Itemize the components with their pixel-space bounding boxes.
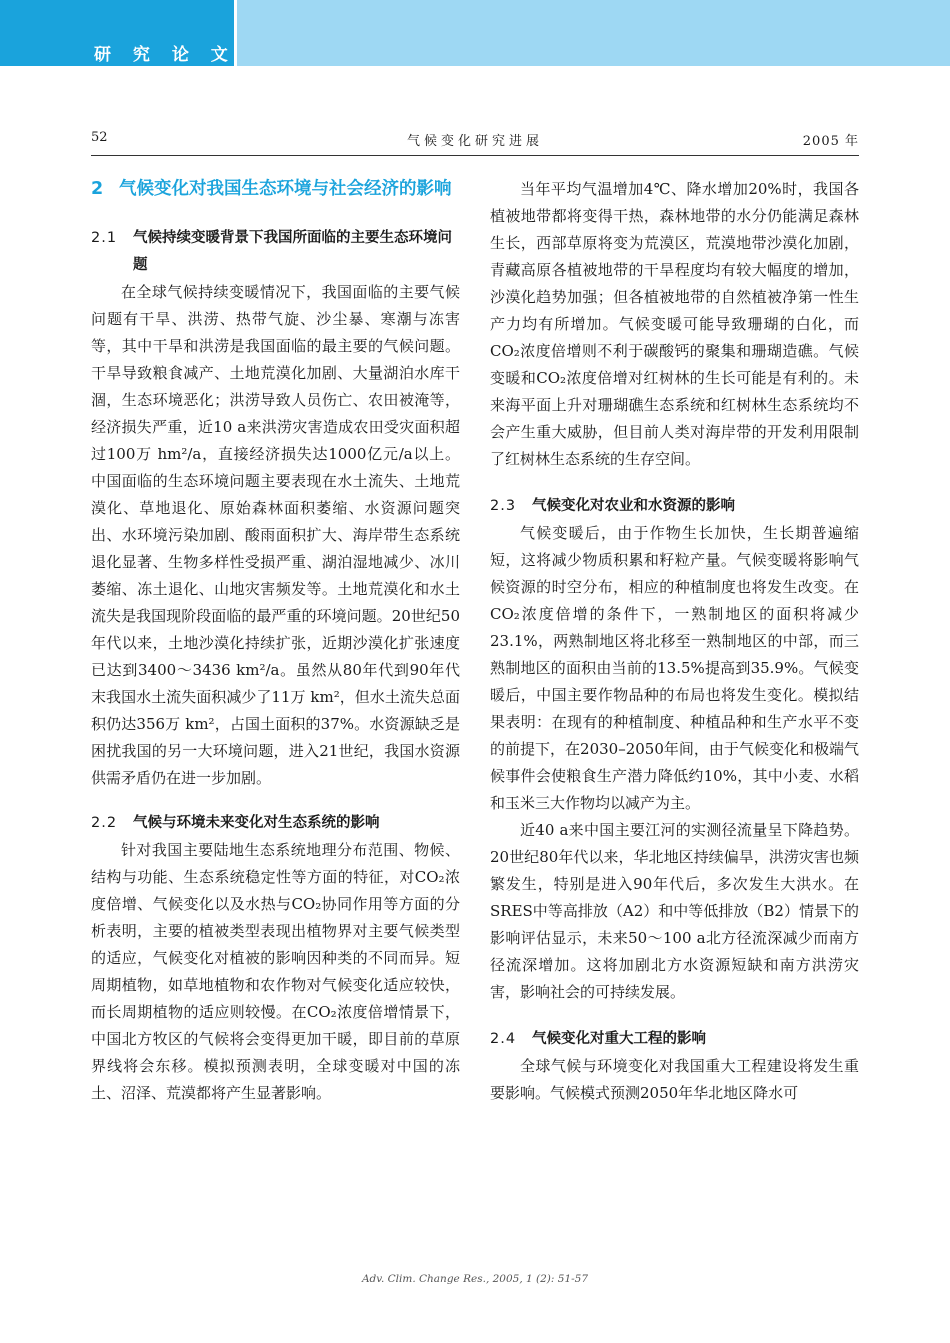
journal-title: 气候变化研究进展 [406, 134, 543, 149]
section-2-heading [91, 176, 460, 203]
section-2-2-title: 气候与环境未来变化对生态系统的影响 [133, 815, 380, 831]
right-column [490, 176, 859, 1107]
banner-light-block [237, 0, 950, 66]
publication-year: 2005 年 [802, 134, 859, 149]
section-2-3-paragraph-2: 近40 a来中国主要江河的实测径流量呈下降趋势。20世纪80年代以来，华北地区持续偏旱，洪涝灾害也频繁发生，特别是进入90年代后，多次发生大洪水。在SRES中等高排放（A2）和中等低排放（B2）情景下的影响评估显示，未来50～100 a北方径流深减少而南方径流深增加。这将加剧北方水资源短缺和南方洪涝灾害，影响社会的可持续发展。 [490, 821, 859, 1001]
section-2-number: 2 [91, 179, 104, 199]
section-2-1-heading [91, 225, 460, 279]
page-number: 52 [91, 130, 108, 145]
section-2-4-heading [490, 1026, 859, 1053]
section-2-2-heading [91, 810, 460, 837]
left-column [91, 176, 460, 1107]
section-2-2-paragraph-1: 针对我国主要陆地生态系统地理分布范围、物候、结构与功能、生态系统稳定性等方面的特征，对CO₂浓度倍增、气候变化以及水热与CO₂协同作用等方面的分析表明，主要的植被类型表现出植物界对主要气候类型的适应，气候变化对植被的影响因种类的不同而异。短周期植物，如草地植物和农作物对气候变化适应较快，而长周期植物的适应则较慢。在CO₂浓度倍增情景下，中国北方牧区的气候将会变得更加干暖，即目前的草原界线将会东移。模拟预测表明，全球变暖对中国的冻土、沼泽、荒漠都将产生显著影响。 [91, 841, 460, 1102]
section-2-1-title: 气候持续变暖背景下我国所面临的主要生态环境问题 [133, 230, 452, 273]
section-2-3-title: 气候变化对农业和水资源的影响 [532, 498, 735, 514]
section-2-2-paragraph-2: 当年平均气温增加4℃、降水增加20%时，我国各植被地带都将变得干热，森林地带的水分仍能满足森林生长，西部草原将变为荒漠区，荒漠地带沙漠化加剧，青藏高原各植被地带的干旱程度均有较大幅度的增加，沙漠化趋势加强；但各植被地带的自然植被净第一性生产力均有所增加。气候变暖可能导致珊瑚的白化，而CO₂浓度倍增则不利于碳酸钙的聚集和珊瑚造礁。气候变暖和CO₂浓度倍增对红树林的生长可能是有利的。未来海平面上升对珊瑚礁生态系统和红树林生态系统均不会产生重大威胁，但目前人类对海岸带的开发利用限制了红树林生态系统的生存空间。 [490, 180, 859, 468]
header-rule [91, 155, 859, 156]
footer-citation: Adv. Clim. Change Res., 2005, 1 (2): 51-57 [361, 1273, 589, 1285]
section-2-3-paragraph-1: 气候变暖后，由于作物生长加快，生长期普遍缩短，这将减少物质积累和籽粒产量。气候变暖将影响气候资源的时空分布，相应的种植制度也将发生改变。在CO₂浓度倍增的条件下，一熟制地区的面积将减少23.1%，两熟制地区将北移至一熟制地区的中部，而三熟制地区的面积由当前的13.5%提高到35.9%。气候变暖后，中国主要作物品种的布局也将发生变化。模拟结果表明：在现有的种植制度、种植品种和生产水平不变的前提下，在2030–2050年间，由于气候变化和极端气候事件会使粮食生产潜力降低约10%，其中小麦、水稻和玉米三大作物均以减产为主。 [490, 524, 859, 812]
section-2-3-heading [490, 493, 859, 520]
section-2-title: 气候变化对我国生态环境与社会经济的影响 [119, 179, 452, 199]
section-2-1-paragraph: 在全球气候持续变暖情况下，我国面临的主要气候问题有干旱、洪涝、热带气旋、沙尘暴、寒潮与冻害等，其中干旱和洪涝是我国面临的最主要的气候问题。干旱导致粮食减产、土地荒漠化加剧、大量湖泊水库干涸，生态环境恶化；洪涝导致人员伤亡、农田被淹等，经济损失严重，近10 a来洪涝灾害造成农田受灾面积超过100万 hm²/a，直接经济损失达1000亿元/a以上。中国面临的生态环境问题主要表现在水土流失、土地荒漠化、草地退化、原始森林面积萎缩、水资源问题突出、水环境污染加剧、酸雨面积扩大、海岸带生态系统退化显著、生物多样性受损严重、湖泊湿地减少、冰川萎缩、冻土退化、山地灾害频发等。土地荒漠化和水土流失是我国现阶段面临的最严重的环境问题。20世纪50年代以来，土地沙漠化持续扩张，近期沙漠化扩张速度已达到3400～3436 km²/a。虽然从80年代到90年代末我国水土流失面积减少了11万 km²，但水土流失总面积仍达356万 km²，占国土面积的37%。水资源缺乏是困扰我国的另一大环境问题，进入21世纪，我国水资源供需矛盾仍在进一步加剧。 [91, 283, 460, 787]
section-2-4-title: 气候变化对重大工程的影响 [532, 1031, 706, 1047]
section-2-4-number: 2.4 [490, 1031, 517, 1047]
section-2-3-number: 2.3 [490, 498, 517, 514]
section-2-4-paragraph: 全球气候与环境变化对我国重大工程建设将发生重要影响。气候模式预测2050年华北地区降水可 [490, 1057, 859, 1102]
section-2-1-number: 2.1 [91, 230, 118, 246]
section-category-label: 研 究 论 文 [94, 45, 236, 65]
section-2-2-number: 2.2 [91, 815, 118, 831]
